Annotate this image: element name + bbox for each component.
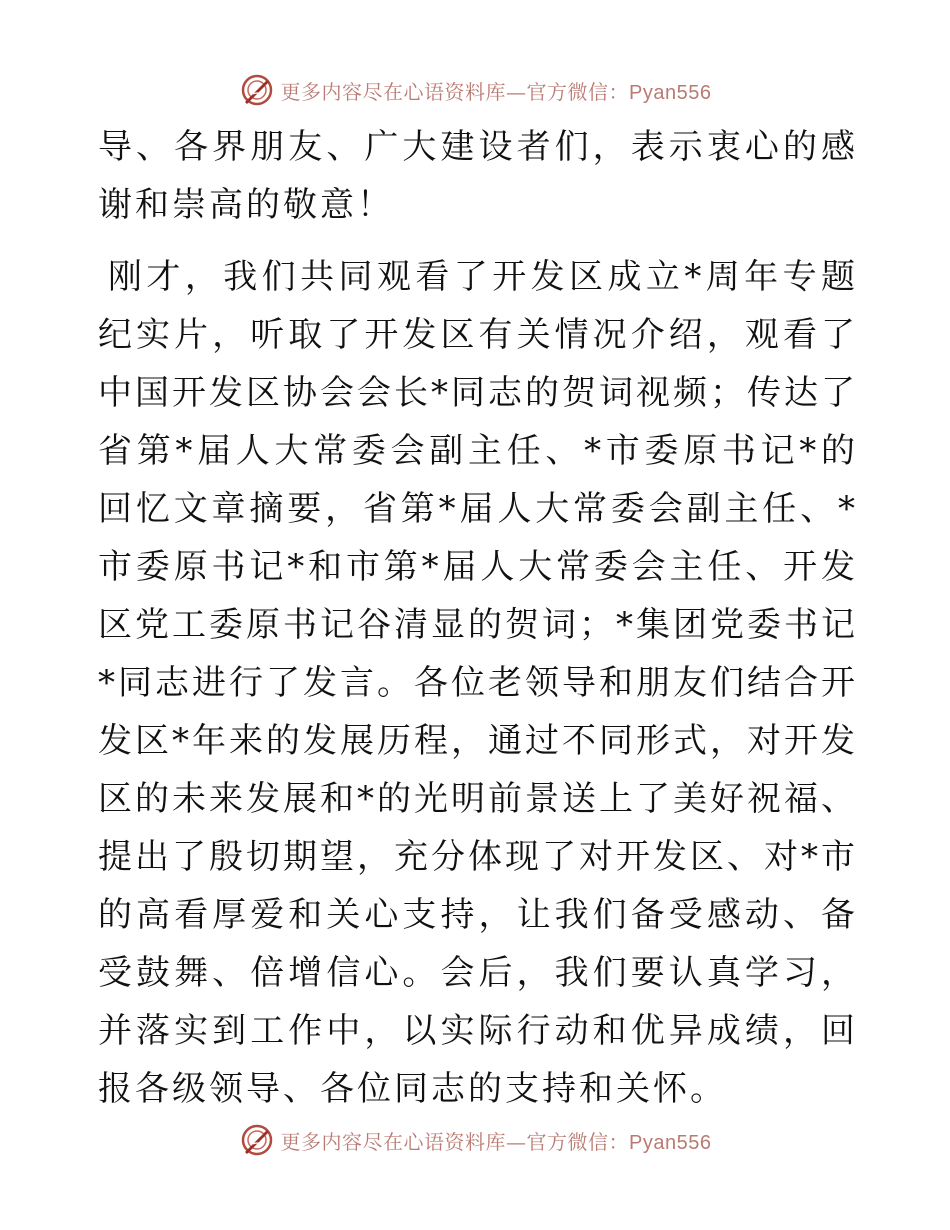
watermark-text (281, 1126, 712, 1155)
footer-watermark (0, 1120, 950, 1160)
pen-seal-icon (239, 72, 275, 108)
wechat-id: Pyan556 (629, 81, 712, 104)
watermark-label: 更多内容尽在心语资料库—官方微信： (280, 1129, 630, 1154)
paragraph-main: 刚才，我们共同观看了开发区成立*周年专题纪实片，听取了开发区有关情况介绍，观看了中国开发区协会会长*同志的贺词视频；传达了省第*届人大常委会副主任、*市委原书记*的回忆文章摘要，省第*届人大常委会副主任、*市委原书记*和市第*届人大常委会主任、开发区党工委原书记谷清显的贺词；*集团党委书记*同志进行了发言。各位老领导和朋友们结合开发区*年来的发展历程，通过不同形式，对开发区的未来发展和*的光明前景送上了美好祝福、提出了殷切期望，充分体现了对开发区、对*市的高看厚爱和关心支持，让我们备受感动、备受鼓舞、倍增信心。会后，我们要认真学习，并落实到工作中，以实际行动和优异成绩，回报各级领导、各位同志的支持和关怀。 (98, 257, 858, 1109)
pen-seal-icon (239, 1122, 275, 1158)
header-watermark (0, 70, 950, 110)
wechat-id: Pyan556 (629, 1131, 712, 1154)
document-body (98, 118, 858, 1118)
watermark-label: 更多内容尽在心语资料库—官方微信： (280, 79, 630, 104)
watermark-text (281, 76, 712, 105)
paragraph-continued: 导、各界朋友、广大建设者们，表示衷心的感谢和崇高的敬意！ (98, 127, 858, 225)
